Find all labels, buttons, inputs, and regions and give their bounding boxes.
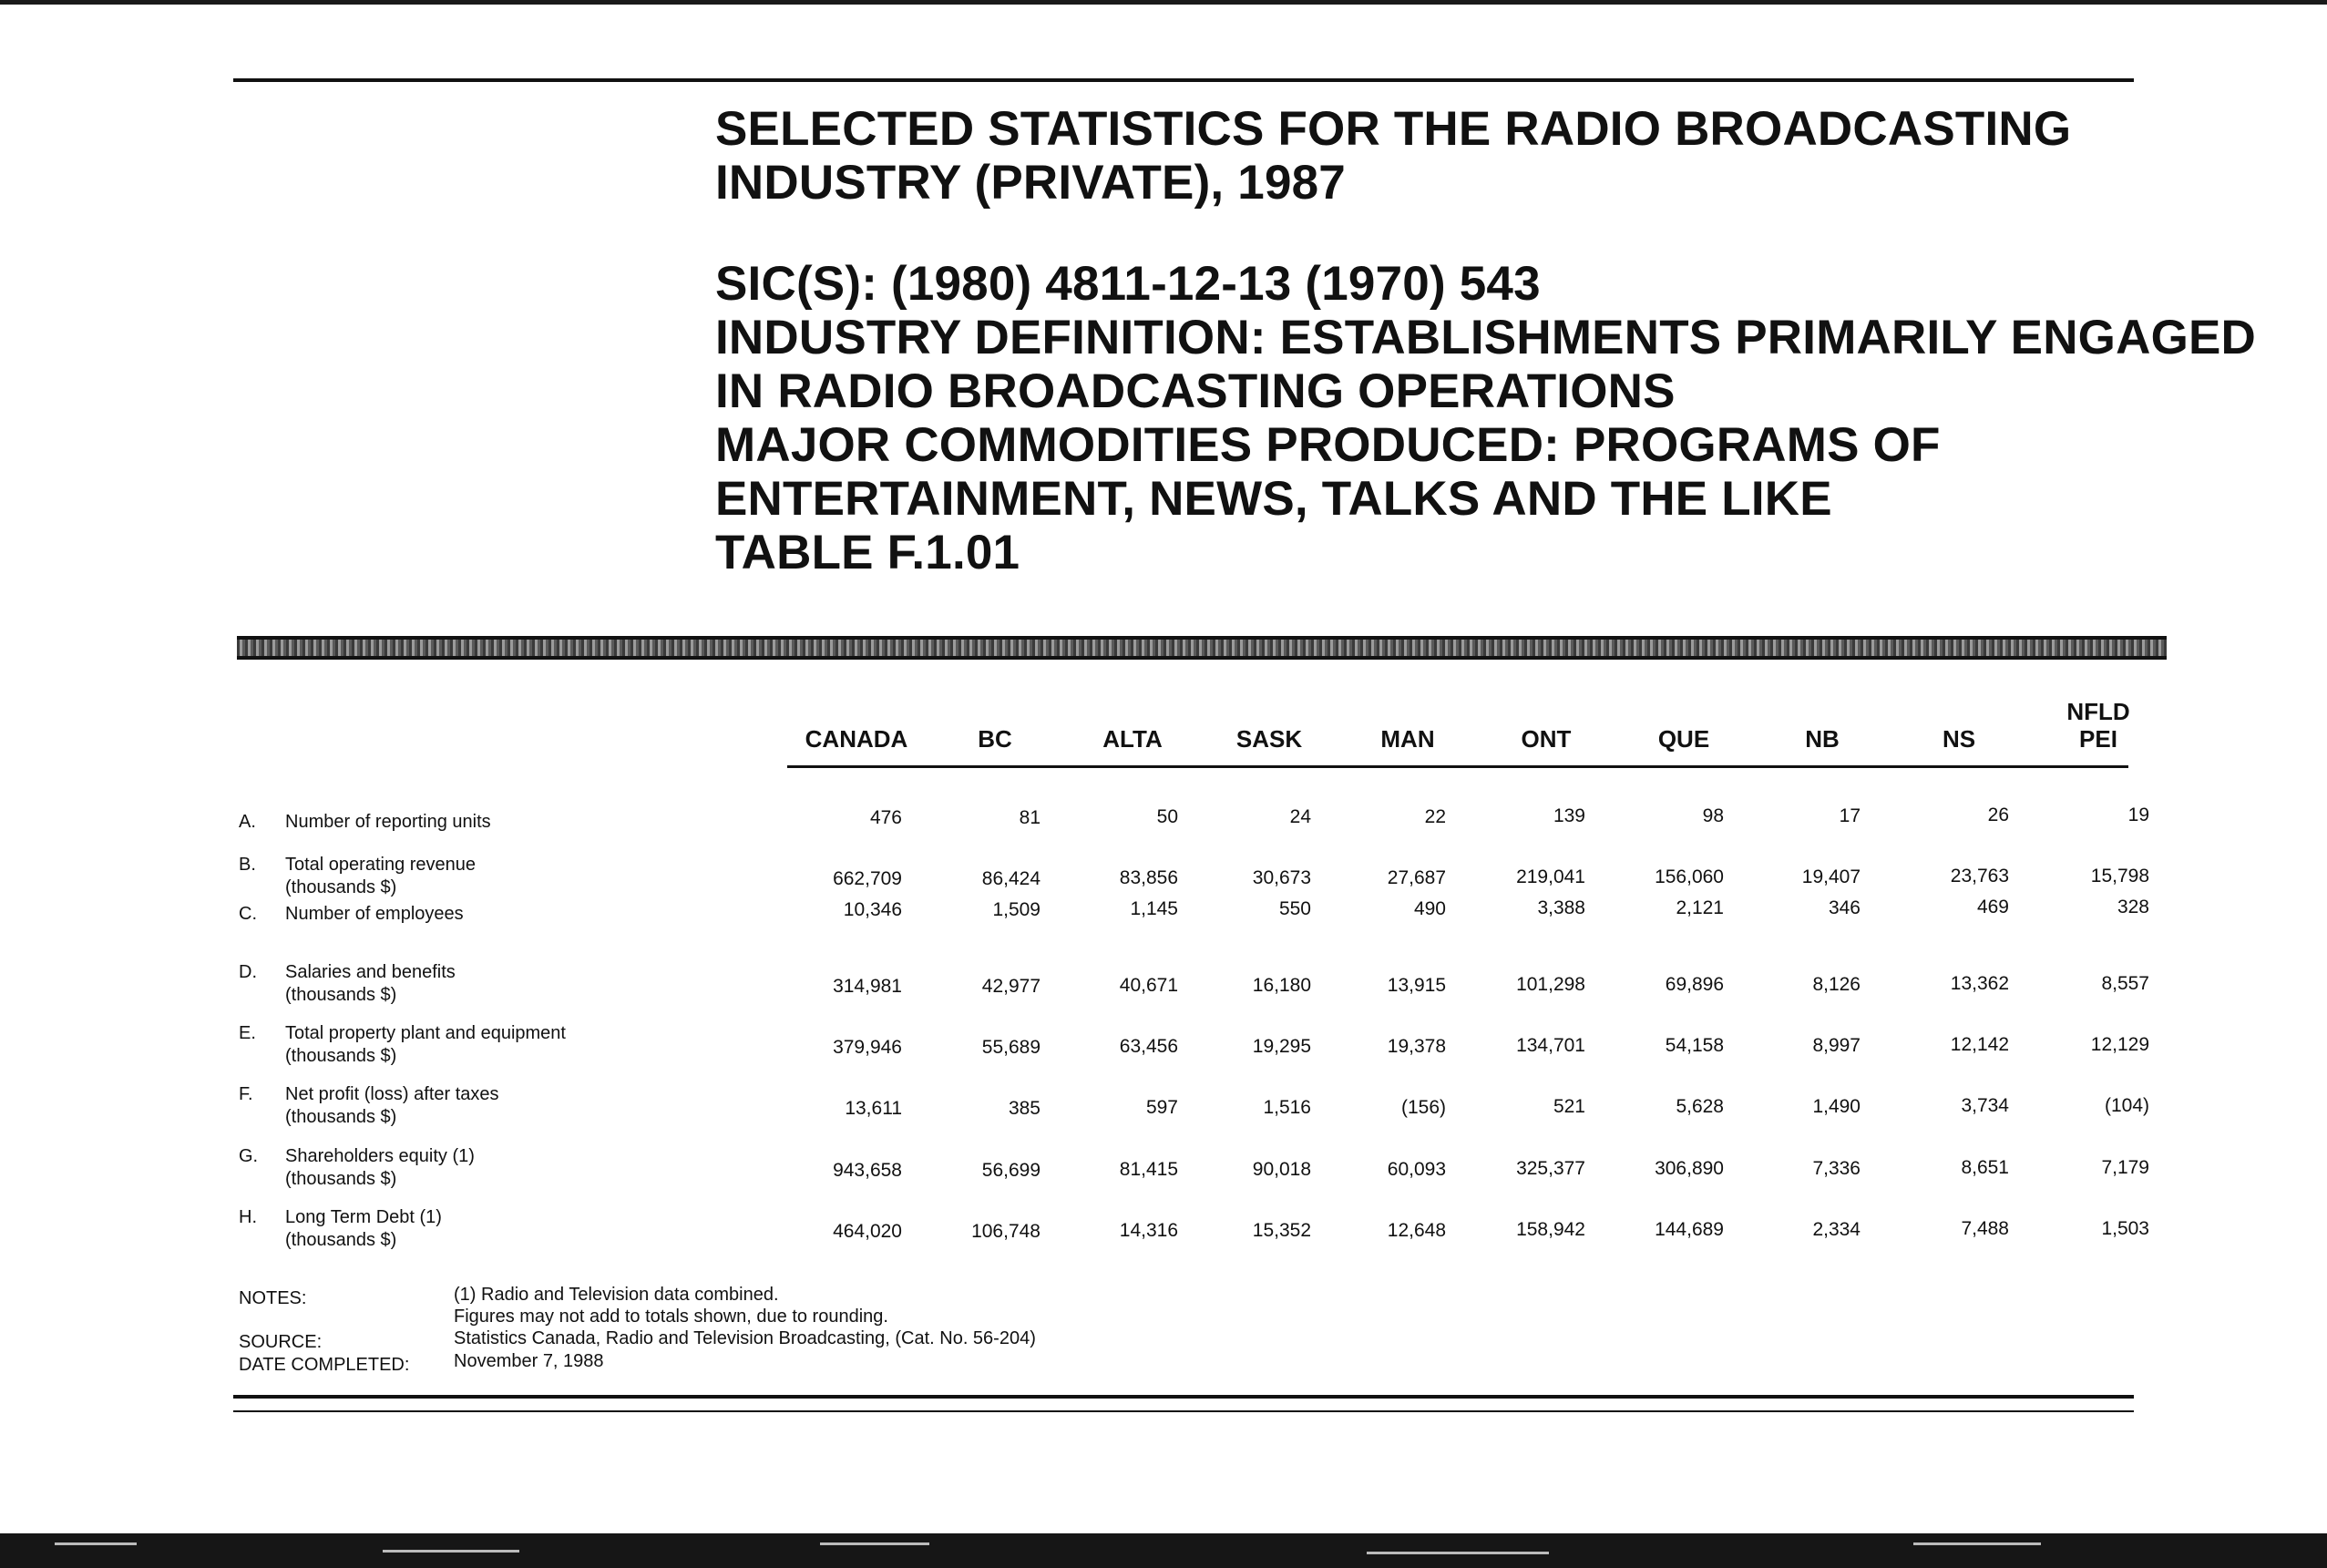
table-cell: 19,378 [1387, 1035, 1446, 1057]
title-line-2: INDUSTRY (PRIVATE), 1987 [715, 156, 1346, 210]
table-cell: 1,516 [1263, 1096, 1311, 1118]
table-cell: 464,020 [833, 1221, 902, 1242]
table-cell: 2,334 [1812, 1218, 1861, 1240]
table-cell: (156) [1400, 1096, 1446, 1118]
row-label: Long Term Debt (1) [285, 1207, 442, 1227]
table-cell: 219,041 [1516, 866, 1585, 888]
table-cell: 10,346 [843, 899, 902, 920]
table-cell: 3,734 [1961, 1095, 2009, 1117]
notes-line-1: (1) Radio and Television data combined. [454, 1285, 779, 1305]
top-edge-rule [0, 0, 2327, 5]
table-cell: 521 [1553, 1096, 1585, 1118]
source-text: Statistics Canada, Radio and Television Broadcasting, (Cat. No. 56-204) [454, 1328, 1036, 1348]
column-header-alta: ALTA [1102, 725, 1163, 753]
scan-bottom-edge [0, 1533, 2327, 1568]
table-cell: 346 [1828, 897, 1861, 918]
table-cell: 597 [1145, 1097, 1178, 1119]
table-cell: 13,915 [1387, 974, 1446, 996]
row-letter: C. [239, 904, 257, 924]
table-cell: 379,946 [833, 1037, 902, 1058]
column-header-que: QUE [1657, 725, 1710, 753]
row-letter: B. [239, 855, 256, 875]
row-unit-label: (thousands $) [285, 877, 397, 897]
table-cell: 19,407 [1801, 866, 1861, 887]
sic-codes: SIC(S): (1980) 4811-12-13 (1970) 543 [715, 257, 1541, 311]
table-cell: 490 [1413, 897, 1446, 919]
table-cell: 8,557 [2101, 972, 2149, 994]
column-header-man: MAN [1380, 725, 1435, 753]
table-cell: 306,890 [1655, 1157, 1724, 1179]
column-header-canada: CANADA [805, 725, 908, 753]
table-cell: 19 [2127, 804, 2149, 825]
row-unit-label: (thousands $) [285, 1169, 397, 1189]
table-cell: 56,699 [981, 1159, 1040, 1181]
industry-definition-1: INDUSTRY DEFINITION: ESTABLISHMENTS PRIMARILY ENGAGED [715, 311, 2257, 364]
table-cell: 30,673 [1252, 866, 1311, 888]
row-letter: A. [239, 812, 256, 832]
table-cell: 8,126 [1812, 973, 1861, 995]
table-cell: 22 [1424, 805, 1446, 827]
table-cell: 15,352 [1252, 1219, 1311, 1241]
table-cell: 83,856 [1119, 867, 1178, 889]
table-cell: 12,129 [2090, 1033, 2149, 1055]
date-completed-text: November 7, 1988 [454, 1351, 604, 1371]
column-header-rule [787, 765, 2128, 768]
table-cell: (104) [2104, 1094, 2149, 1116]
row-letter: H. [239, 1207, 257, 1227]
table-cell: 325,377 [1516, 1158, 1585, 1180]
title-line-1: SELECTED STATISTICS FOR THE RADIO BROADCASTING [715, 102, 2072, 156]
row-unit-label: (thousands $) [285, 1046, 397, 1066]
table-cell: 81,415 [1119, 1159, 1178, 1181]
document-header [715, 102, 2257, 579]
footer-rule [233, 1395, 2134, 1399]
table-cell: 943,658 [833, 1160, 902, 1181]
table-cell: 3,388 [1537, 897, 1585, 919]
table-cell: 12,142 [1950, 1034, 2009, 1056]
header-top-rule [233, 78, 2134, 82]
table-cell: 17 [1839, 804, 1861, 826]
table-cell: 1,490 [1812, 1095, 1861, 1117]
table-cell: 26 [1987, 804, 2009, 826]
table-cell: 24 [1289, 805, 1311, 827]
table-cell: 55,689 [981, 1036, 1040, 1058]
row-letter: E. [239, 1023, 256, 1043]
table-cell: 476 [869, 807, 902, 828]
table-cell: 19,295 [1252, 1035, 1311, 1057]
table-cell: 7,179 [2101, 1156, 2149, 1178]
table-cell: 1,145 [1130, 898, 1178, 920]
table-cell: 134,701 [1516, 1035, 1585, 1057]
row-label: Number of reporting units [285, 812, 491, 832]
table-cell: 1,503 [2101, 1217, 2149, 1239]
table-cell: 144,689 [1655, 1218, 1724, 1240]
column-header-ns: NS [1942, 725, 1976, 753]
column-header-bc: BC [978, 725, 1012, 753]
table-cell: 50 [1156, 806, 1178, 828]
table-cell: 8,997 [1812, 1034, 1861, 1056]
column-header-nfld-pei: NFLD PEI [2066, 698, 2130, 753]
industry-definition-2: IN RADIO BROADCASTING OPERATIONS [715, 364, 1676, 418]
table-cell: 14,316 [1119, 1220, 1178, 1242]
footer-rule-thin [233, 1410, 2134, 1412]
table-cell: 42,977 [981, 975, 1040, 997]
table-cell: 54,158 [1665, 1034, 1724, 1056]
row-letter: G. [239, 1146, 259, 1166]
table-cell: 156,060 [1655, 866, 1724, 887]
column-header-nb: NB [1805, 725, 1840, 753]
notes-label: NOTES: [239, 1288, 307, 1308]
row-label: Shareholders equity (1) [285, 1146, 475, 1166]
table-cell: 7,336 [1812, 1157, 1861, 1179]
column-header-ont: ONT [1521, 725, 1572, 753]
table-cell: 69,896 [1665, 973, 1724, 995]
row-label: Total operating revenue [285, 855, 477, 875]
table-cell: 469 [1976, 897, 2009, 918]
table-cell: 63,456 [1119, 1036, 1178, 1058]
table-cell: 81 [1019, 806, 1040, 828]
row-unit-label: (thousands $) [285, 1107, 397, 1127]
table-cell: 12,648 [1387, 1219, 1446, 1241]
table-cell: 314,981 [833, 976, 902, 997]
table-number: TABLE F.1.01 [715, 526, 1020, 579]
source-label: SOURCE: [239, 1332, 323, 1352]
table-cell: 23,763 [1950, 866, 2009, 887]
row-label: Net profit (loss) after taxes [285, 1084, 499, 1104]
table-cell: 385 [1008, 1097, 1040, 1119]
row-label: Number of employees [285, 904, 464, 924]
table-cell: 5,628 [1676, 1095, 1724, 1117]
column-header-sask: SASK [1235, 725, 1303, 753]
table-cell: 662,709 [833, 868, 902, 889]
row-unit-label: (thousands $) [285, 985, 397, 1005]
table-cell: 328 [2117, 896, 2149, 917]
notes-line-2: Figures may not add to totals shown, due to rounding. [454, 1307, 888, 1327]
row-letter: D. [239, 962, 257, 982]
major-commodities-2: ENTERTAINMENT, NEWS, TALKS AND THE LIKE [715, 472, 1832, 526]
table-cell: 86,424 [981, 867, 1040, 889]
table-cell: 158,942 [1516, 1219, 1585, 1241]
table-cell: 550 [1278, 897, 1311, 919]
table-cell: 101,298 [1516, 974, 1585, 996]
table-cell: 90,018 [1252, 1158, 1311, 1180]
table-cell: 16,180 [1252, 974, 1311, 996]
table-cell: 139 [1553, 805, 1585, 827]
table-cell: 1,509 [992, 898, 1040, 920]
table-cell: 8,651 [1961, 1157, 2009, 1179]
table-cell: 13,611 [845, 1098, 902, 1119]
table-cell: 60,093 [1387, 1158, 1446, 1180]
table-cell: 98 [1702, 804, 1724, 826]
row-unit-label: (thousands $) [285, 1230, 397, 1250]
table-cell: 13,362 [1950, 973, 2009, 995]
table-cell: 7,488 [1961, 1218, 2009, 1240]
table-cell: 27,687 [1387, 866, 1446, 888]
table-cell: 15,798 [2090, 865, 2149, 886]
table-cell: 40,671 [1119, 975, 1178, 997]
date-completed-label: DATE COMPLETED: [239, 1355, 410, 1375]
row-letter: F. [239, 1084, 253, 1104]
row-label: Total property plant and equipment [285, 1023, 566, 1043]
table-cell: 2,121 [1676, 897, 1724, 918]
row-label: Salaries and benefits [285, 962, 456, 982]
major-commodities-1: MAJOR COMMODITIES PRODUCED: PROGRAMS OF [715, 418, 1941, 472]
table-header-band [237, 636, 2167, 660]
table-cell: 106,748 [971, 1220, 1040, 1242]
